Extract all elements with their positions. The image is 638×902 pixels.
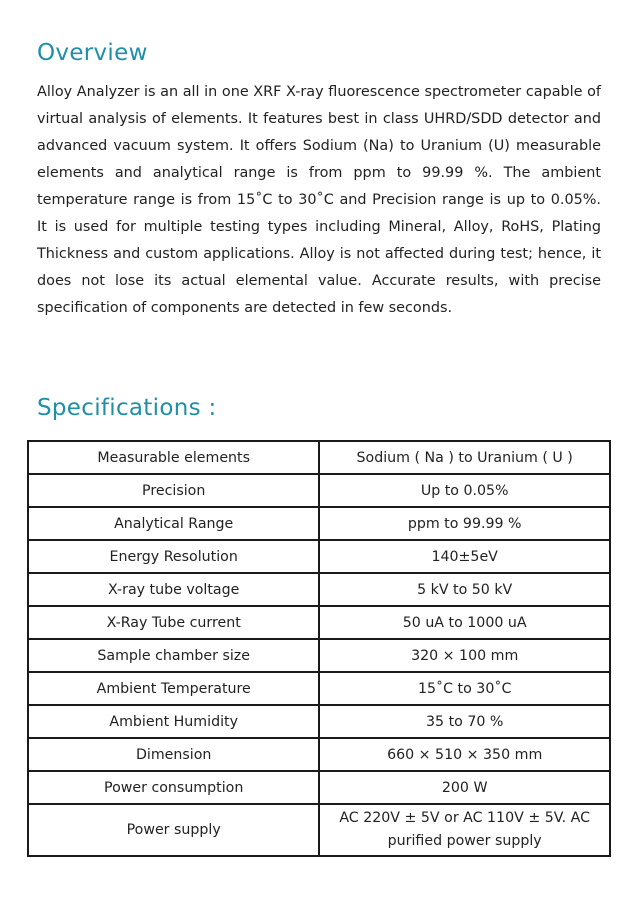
spec-parameter: Precision (28, 474, 319, 507)
table-row (28, 738, 610, 771)
spec-value: 140±5eV (319, 540, 610, 573)
table-row (28, 771, 610, 804)
spec-parameter: Sample chamber size (28, 639, 319, 672)
specifications-heading: Specifications : (37, 395, 217, 421)
spec-value: 15˚C to 30˚C (319, 672, 610, 705)
spec-value: Sodium ( Na ) to Uranium ( U ) (319, 441, 610, 474)
overview-heading: Overview (37, 40, 148, 66)
spec-parameter: Measurable elements (28, 441, 319, 474)
spec-parameter: Analytical Range (28, 507, 319, 540)
table-row (28, 540, 610, 573)
spec-parameter: Ambient Temperature (28, 672, 319, 705)
spec-parameter: Energy Resolution (28, 540, 319, 573)
table-row (28, 804, 610, 856)
spec-value: 50 uA to 1000 uA (319, 606, 610, 639)
table-row (28, 639, 610, 672)
table-row (28, 606, 610, 639)
spec-value: 320 × 100 mm (319, 639, 610, 672)
table-row (28, 672, 610, 705)
spec-value: 660 × 510 × 350 mm (319, 738, 610, 771)
overview-paragraph: Alloy Analyzer is an all in one XRF X-ray fluorescence spectrometer capable of virtual analysis of elements. It features best in class UHRD/SDD detector and advanced vacuum system. It offers Sodium (Na) to Uranium (U) measurable elements and analytical range is from ppm to 99.99 %. The ambient temperature range is from 15˚C to 30˚C and Precision range is up to 0.05%. It is used for multiple testing types including Mineral, Alloy, RoHS, Plating Thickness and custom applications. Alloy is not affected during test; hence, it does not lose its actual elemental value. Accurate results, with precise specification of components are detected in few seconds. (37, 84, 601, 316)
table-row (28, 474, 610, 507)
spec-value: AC 220V ± 5V or AC 110V ± 5V. AC purified power supply (319, 804, 610, 856)
table-row (28, 705, 610, 738)
table-row (28, 507, 610, 540)
table-row (28, 441, 610, 474)
spec-value: Up to 0.05% (319, 474, 610, 507)
spec-parameter: Dimension (28, 738, 319, 771)
spec-parameter: Power consumption (28, 771, 319, 804)
spec-value: 200 W (319, 771, 610, 804)
spec-parameter: Ambient Humidity (28, 705, 319, 738)
spec-parameter: Power supply (28, 804, 319, 856)
spec-parameter: X-Ray Tube current (28, 606, 319, 639)
spec-value: 5 kV to 50 kV (319, 573, 610, 606)
specifications-table (27, 440, 611, 857)
spec-value: 35 to 70 % (319, 705, 610, 738)
spec-value: ppm to 99.99 % (319, 507, 610, 540)
spec-parameter: X-ray tube voltage (28, 573, 319, 606)
table-row (28, 573, 610, 606)
